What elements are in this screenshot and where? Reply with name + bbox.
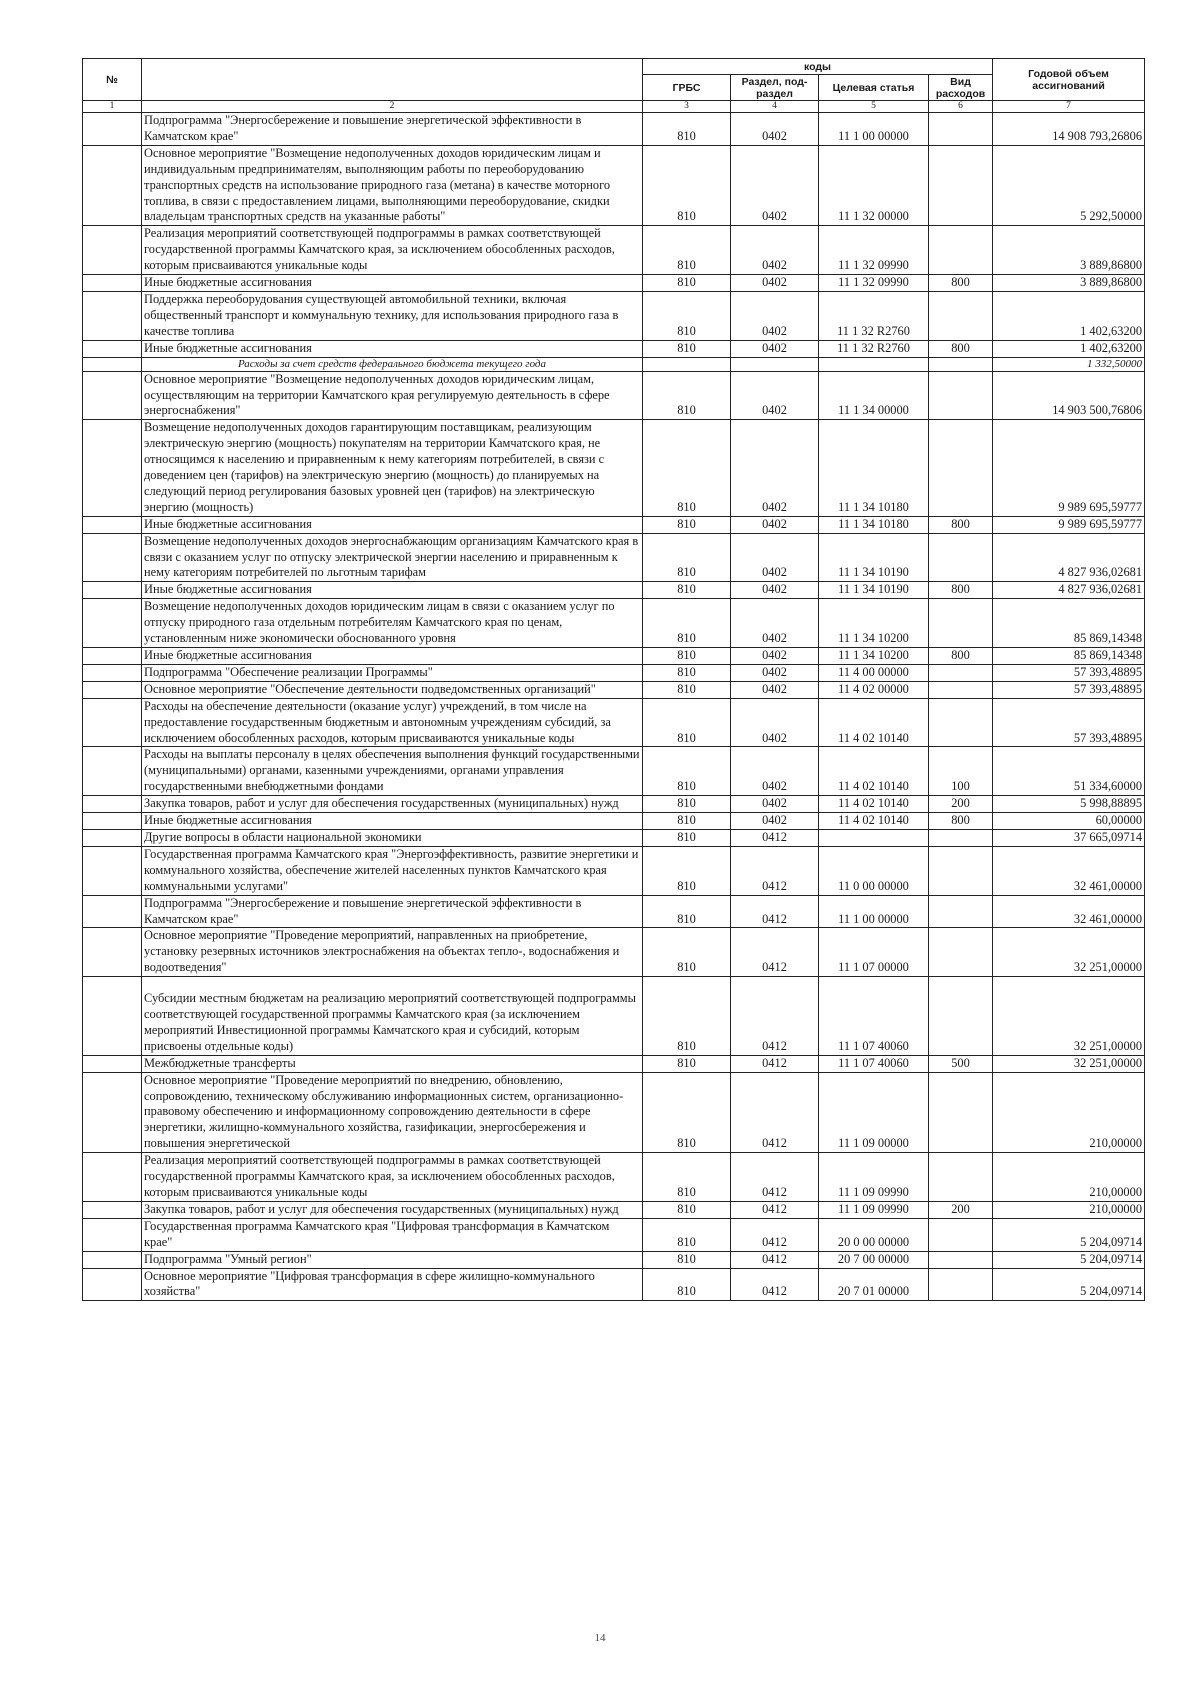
budget-allocation-table [82, 58, 1145, 1301]
row-name-cell: Основное мероприятие "Возмещение недополученных доходов юридическим лицам, осуществляющим на территории Камчатского края регулируемую деятельность в сфере энергоснабжения" [142, 371, 643, 420]
row-name-cell: Государственная программа Камчатского края "Цифровая трансформация в Камчатском крае" [142, 1218, 643, 1251]
row-amount-cell: 51 334,60000 [993, 747, 1145, 796]
row-target-article-cell [819, 829, 929, 846]
column-number-7: 7 [993, 101, 1145, 113]
row-number-cell [83, 1072, 142, 1153]
row-expense-type-cell [929, 829, 993, 846]
table-row [83, 1055, 1145, 1072]
row-name-cell: Иные бюджетные ассигнования [142, 340, 643, 357]
row-name-cell: Реализация мероприятий соответствующей подпрограммы в рамках соответствующей государственной программы Камчатского края, за исключением обособленных расходов, которым присваиваются уникальные коды [142, 226, 643, 275]
row-number-cell [83, 357, 142, 371]
row-grbs-cell: 810 [643, 226, 731, 275]
row-number-cell [83, 1201, 142, 1218]
row-amount-cell: 5 292,50000 [993, 145, 1145, 226]
row-target-article-cell: 11 4 02 10140 [819, 813, 929, 830]
row-number-cell [83, 747, 142, 796]
table-row [83, 533, 1145, 582]
row-expense-type-cell [929, 664, 993, 681]
row-expense-type-cell: 800 [929, 340, 993, 357]
row-amount-cell: 1 402,63200 [993, 340, 1145, 357]
table-row [83, 275, 1145, 292]
row-target-article-cell: 11 4 00 00000 [819, 664, 929, 681]
row-grbs-cell: 810 [643, 1268, 731, 1301]
table-row [83, 113, 1145, 146]
row-name-cell: Иные бюджетные ассигнования [142, 516, 643, 533]
row-razdel-cell: 0412 [731, 928, 819, 977]
table-row [83, 420, 1145, 516]
row-grbs-cell: 810 [643, 1251, 731, 1268]
row-amount-cell: 210,00000 [993, 1201, 1145, 1218]
row-number-cell [83, 1218, 142, 1251]
row-amount-cell: 4 827 936,02681 [993, 533, 1145, 582]
row-number-cell [83, 829, 142, 846]
row-number-cell [83, 275, 142, 292]
row-target-article-cell: 11 1 34 10190 [819, 582, 929, 599]
table-row [83, 1218, 1145, 1251]
row-amount-cell: 9 989 695,59777 [993, 516, 1145, 533]
row-razdel-cell: 0412 [731, 1218, 819, 1251]
row-number-cell [83, 928, 142, 977]
row-number-cell [83, 846, 142, 895]
row-amount-cell: 85 869,14348 [993, 599, 1145, 648]
table-row [83, 357, 1145, 371]
column-number-4: 4 [731, 101, 819, 113]
row-target-article-cell: 11 4 02 10140 [819, 747, 929, 796]
row-expense-type-cell: 100 [929, 747, 993, 796]
row-expense-type-cell [929, 977, 993, 1056]
row-target-article-cell: 11 4 02 10140 [819, 698, 929, 747]
row-grbs-cell: 810 [643, 648, 731, 665]
row-expense-type-cell [929, 599, 993, 648]
row-target-article-cell: 11 1 34 10200 [819, 648, 929, 665]
row-grbs-cell: 810 [643, 829, 731, 846]
table-row [83, 977, 1145, 1056]
row-grbs-cell: 810 [643, 895, 731, 928]
row-razdel-cell: 0402 [731, 582, 819, 599]
row-amount-cell: 14 903 500,76806 [993, 371, 1145, 420]
row-target-article-cell: 20 7 01 00000 [819, 1268, 929, 1301]
row-target-article-cell: 11 1 34 10190 [819, 533, 929, 582]
row-razdel-cell: 0412 [731, 1268, 819, 1301]
row-amount-cell: 5 204,09714 [993, 1218, 1145, 1251]
header-amount: Годовой объем ассигнований [993, 59, 1145, 101]
row-expense-type-cell [929, 1268, 993, 1301]
table-row [83, 1251, 1145, 1268]
row-razdel-cell: 0412 [731, 1201, 819, 1218]
row-name-cell: Подпрограмма "Энергосбережение и повышение энергетической эффективности в Камчатском крае" [142, 113, 643, 146]
row-target-article-cell [819, 357, 929, 371]
row-grbs-cell: 810 [643, 813, 731, 830]
table-row [83, 664, 1145, 681]
row-name-cell: Основное мероприятие "Проведение мероприятий, направленных на приобретение, установку резервных источников электроснабжения на объектах тепло-, водоснабжения и водоотведения" [142, 928, 643, 977]
row-number-cell [83, 796, 142, 813]
row-name-cell: Закупка товаров, работ и услуг для обеспечения государственных (муниципальных) нужд [142, 1201, 643, 1218]
row-number-cell [83, 895, 142, 928]
row-expense-type-cell [929, 1251, 993, 1268]
table-row [83, 226, 1145, 275]
row-amount-cell: 5 204,09714 [993, 1251, 1145, 1268]
table-row [83, 291, 1145, 340]
row-name-cell: Подпрограмма "Энергосбережение и повышение энергетической эффективности в Камчатском крае" [142, 895, 643, 928]
row-grbs-cell: 810 [643, 1218, 731, 1251]
row-razdel-cell: 0402 [731, 371, 819, 420]
row-name-cell: Расходы на выплаты персоналу в целях обеспечения выполнения функций государственными (муниципальными) органами, казенными учреждениями, органами управления государственными внебюджетными фондами [142, 747, 643, 796]
column-number-1: 1 [83, 101, 142, 113]
row-expense-type-cell [929, 420, 993, 516]
row-amount-cell: 5 998,88895 [993, 796, 1145, 813]
row-name-cell: Межбюджетные трансферты [142, 1055, 643, 1072]
row-razdel-cell: 0402 [731, 681, 819, 698]
header-target-article: Целевая статья [819, 75, 929, 101]
row-razdel-cell: 0402 [731, 648, 819, 665]
row-expense-type-cell [929, 895, 993, 928]
row-name-cell: Возмещение недополученных доходов энергоснабжающим организациям Камчатского края в связи с оказанием услуг по отпуску электрической энергии населению и приравненным к нему категориям потребителей по льготным тарифам [142, 533, 643, 582]
row-grbs-cell: 810 [643, 1201, 731, 1218]
row-amount-cell: 57 393,48895 [993, 664, 1145, 681]
row-target-article-cell: 11 0 00 00000 [819, 846, 929, 895]
row-name-cell: Поддержка переоборудования существующей автомобильной техники, включая общественный транспорт и коммунальную технику, для использования природного газа в качестве топлива [142, 291, 643, 340]
row-amount-cell: 37 665,09714 [993, 829, 1145, 846]
row-grbs-cell: 810 [643, 846, 731, 895]
row-name-cell: Подпрограмма "Обеспечение реализации Программы" [142, 664, 643, 681]
header-number: № [83, 59, 142, 101]
table-row [83, 895, 1145, 928]
row-expense-type-cell: 800 [929, 516, 993, 533]
row-number-cell [83, 582, 142, 599]
table-row [83, 1201, 1145, 1218]
table-row [83, 829, 1145, 846]
row-number-cell [83, 1153, 142, 1202]
row-name-cell: Расходы на обеспечение деятельности (оказание услуг) учреждений, в том числе на предоставление государственным бюджетным и автономным учреждениям субсидий, за исключением обособленных расходов, которым присваиваются уникальные коды [142, 698, 643, 747]
row-grbs-cell: 810 [643, 1072, 731, 1153]
row-target-article-cell: 11 1 00 00000 [819, 895, 929, 928]
row-expense-type-cell [929, 1218, 993, 1251]
column-number-2: 2 [142, 101, 643, 113]
row-amount-cell: 32 461,00000 [993, 895, 1145, 928]
row-grbs-cell: 810 [643, 291, 731, 340]
row-grbs-cell: 810 [643, 747, 731, 796]
table-row [83, 145, 1145, 226]
table-row [83, 846, 1145, 895]
row-expense-type-cell: 200 [929, 796, 993, 813]
row-expense-type-cell [929, 1153, 993, 1202]
table-row [83, 1072, 1145, 1153]
header-razdel: Раздел, под-раздел [731, 75, 819, 101]
row-amount-cell: 60,00000 [993, 813, 1145, 830]
row-grbs-cell: 810 [643, 599, 731, 648]
row-number-cell [83, 420, 142, 516]
row-target-article-cell: 11 1 32 00000 [819, 145, 929, 226]
row-grbs-cell: 810 [643, 145, 731, 226]
column-number-6: 6 [929, 101, 993, 113]
row-razdel-cell: 0402 [731, 533, 819, 582]
row-name-cell: Государственная программа Камчатского края "Энергоэффективность, развитие энергетики и коммунального хозяйства, обеспечение жителей населенных пунктов Камчатского края коммунальными услугами" [142, 846, 643, 895]
row-amount-cell: 32 251,00000 [993, 977, 1145, 1056]
row-amount-cell: 85 869,14348 [993, 648, 1145, 665]
row-number-cell [83, 1251, 142, 1268]
row-target-article-cell: 11 1 00 00000 [819, 113, 929, 146]
row-amount-cell: 210,00000 [993, 1072, 1145, 1153]
row-expense-type-cell [929, 533, 993, 582]
row-target-article-cell: 11 1 07 40060 [819, 977, 929, 1056]
header-name-blank [142, 59, 643, 101]
row-expense-type-cell [929, 145, 993, 226]
row-razdel-cell: 0402 [731, 599, 819, 648]
row-target-article-cell: 11 4 02 10140 [819, 796, 929, 813]
row-target-article-cell: 11 1 32 R2760 [819, 291, 929, 340]
row-amount-cell: 57 393,48895 [993, 681, 1145, 698]
row-grbs-cell: 810 [643, 420, 731, 516]
row-number-cell [83, 1268, 142, 1301]
row-number-cell [83, 226, 142, 275]
row-target-article-cell: 11 1 09 00000 [819, 1072, 929, 1153]
row-number-cell [83, 340, 142, 357]
row-amount-cell: 3 889,86800 [993, 226, 1145, 275]
table-row [83, 1153, 1145, 1202]
row-name-cell: Основное мероприятие "Возмещение недополученных доходов юридическим лицам и индивидуальным предпринимателям, выполняющим работы по переоборудованию транспортных средств на использование природного газа (метана) в качестве моторного топлива, в связи с предоставлением лицами, выполняющими переоборудование, скидки владельцам транспортных средств на указанные работы" [142, 145, 643, 226]
row-razdel-cell: 0412 [731, 977, 819, 1056]
row-name-cell: Субсидии местным бюджетам на реализацию мероприятий соответствующей подпрограммы соответствующей государственной программы Камчатского края (за исключением мероприятий Инвестиционной программы Камчатского края и субсидий, которым присвоены отдельные коды) [142, 977, 643, 1056]
row-target-article-cell: 11 1 07 00000 [819, 928, 929, 977]
row-name-cell: Закупка товаров, работ и услуг для обеспечения государственных (муниципальных) нужд [142, 796, 643, 813]
row-razdel-cell: 0402 [731, 340, 819, 357]
row-razdel-cell: 0402 [731, 113, 819, 146]
row-number-cell [83, 664, 142, 681]
row-razdel-cell: 0402 [731, 291, 819, 340]
column-number-5: 5 [819, 101, 929, 113]
row-grbs-cell: 810 [643, 698, 731, 747]
row-expense-type-cell: 800 [929, 275, 993, 292]
table-row [83, 796, 1145, 813]
row-razdel-cell: 0402 [731, 275, 819, 292]
row-razdel-cell: 0402 [731, 226, 819, 275]
row-expense-type-cell [929, 1072, 993, 1153]
row-grbs-cell: 810 [643, 1153, 731, 1202]
row-target-article-cell: 11 1 09 09990 [819, 1201, 929, 1218]
row-expense-type-cell [929, 357, 993, 371]
row-target-article-cell: 11 1 32 09990 [819, 275, 929, 292]
row-razdel-cell: 0412 [731, 1153, 819, 1202]
row-razdel-cell: 0402 [731, 516, 819, 533]
row-name-cell: Реализация мероприятий соответствующей подпрограммы в рамках соответствующей государственной программы Камчатского края, за исключением обособленных расходов, которым присваиваются уникальные коды [142, 1153, 643, 1202]
row-number-cell [83, 145, 142, 226]
row-number-cell [83, 291, 142, 340]
row-expense-type-cell: 800 [929, 813, 993, 830]
row-razdel-cell: 0412 [731, 1055, 819, 1072]
row-grbs-cell: 810 [643, 516, 731, 533]
row-target-article-cell: 11 1 09 09990 [819, 1153, 929, 1202]
row-razdel-cell: 0402 [731, 747, 819, 796]
row-grbs-cell: 810 [643, 533, 731, 582]
header-expense-type: Вид расходов [929, 75, 993, 101]
row-grbs-cell: 810 [643, 340, 731, 357]
row-grbs-cell: 810 [643, 796, 731, 813]
row-name-cell: Иные бюджетные ассигнования [142, 275, 643, 292]
row-grbs-cell: 810 [643, 582, 731, 599]
row-name-cell: Основное мероприятие "Обеспечение деятельности подведомственных организаций" [142, 681, 643, 698]
row-number-cell [83, 371, 142, 420]
row-grbs-cell: 810 [643, 113, 731, 146]
row-name-cell: Возмещение недополученных доходов юридическим лицам в связи с оказанием услуг по отпуску природного газа отдельным потребителям Камчатского края по ценам, установленным ниже экономически обоснованного уровня [142, 599, 643, 648]
row-expense-type-cell [929, 698, 993, 747]
page-number: 14 [594, 1632, 606, 1644]
row-name-cell: Другие вопросы в области национальной экономики [142, 829, 643, 846]
row-grbs-cell: 810 [643, 928, 731, 977]
row-amount-cell: 32 251,00000 [993, 928, 1145, 977]
row-name-cell: Иные бюджетные ассигнования [142, 648, 643, 665]
row-razdel-cell: 0402 [731, 420, 819, 516]
column-number-3: 3 [643, 101, 731, 113]
row-expense-type-cell: 200 [929, 1201, 993, 1218]
row-target-article-cell: 20 0 00 00000 [819, 1218, 929, 1251]
row-target-article-cell: 11 1 34 10180 [819, 516, 929, 533]
table-row [83, 698, 1145, 747]
row-name-cell: Расходы за счет средств федерального бюджета текущего года [142, 357, 643, 371]
row-razdel-cell: 0412 [731, 829, 819, 846]
row-expense-type-cell [929, 113, 993, 146]
row-grbs-cell: 810 [643, 371, 731, 420]
row-target-article-cell: 11 4 02 00000 [819, 681, 929, 698]
row-razdel-cell: 0412 [731, 895, 819, 928]
row-amount-cell: 32 461,00000 [993, 846, 1145, 895]
row-expense-type-cell: 800 [929, 582, 993, 599]
row-amount-cell: 32 251,00000 [993, 1055, 1145, 1072]
row-expense-type-cell [929, 681, 993, 698]
row-expense-type-cell: 800 [929, 648, 993, 665]
header-codes: коды [643, 59, 993, 75]
row-expense-type-cell [929, 371, 993, 420]
row-target-article-cell: 11 1 34 00000 [819, 371, 929, 420]
row-razdel-cell: 0402 [731, 145, 819, 226]
row-razdel-cell [731, 357, 819, 371]
row-amount-cell: 210,00000 [993, 1153, 1145, 1202]
row-razdel-cell: 0402 [731, 796, 819, 813]
table-row [83, 813, 1145, 830]
row-number-cell [83, 599, 142, 648]
row-expense-type-cell: 500 [929, 1055, 993, 1072]
row-grbs-cell: 810 [643, 681, 731, 698]
row-name-cell: Иные бюджетные ассигнования [142, 813, 643, 830]
row-amount-cell: 9 989 695,59777 [993, 420, 1145, 516]
row-expense-type-cell [929, 291, 993, 340]
table-row [83, 747, 1145, 796]
row-number-cell [83, 813, 142, 830]
row-target-article-cell: 20 7 00 00000 [819, 1251, 929, 1268]
row-razdel-cell: 0402 [731, 813, 819, 830]
row-amount-cell: 57 393,48895 [993, 698, 1145, 747]
row-amount-cell: 5 204,09714 [993, 1268, 1145, 1301]
row-razdel-cell: 0412 [731, 846, 819, 895]
row-number-cell [83, 648, 142, 665]
row-razdel-cell: 0402 [731, 664, 819, 681]
row-amount-cell: 1 332,50000 [993, 357, 1145, 371]
table-row [83, 928, 1145, 977]
row-name-cell: Основное мероприятие "Проведение мероприятий по внедрению, обновлению, сопровождению, техническому обслуживанию информационных систем, организационно-правовому обеспечению и информационному сопровождению деятельности в сфере энергетики, жилищно-коммунального хозяйства, газификации, энергосбережения и повышения энергетической [142, 1072, 643, 1153]
row-amount-cell: 4 827 936,02681 [993, 582, 1145, 599]
table-row [83, 516, 1145, 533]
row-target-article-cell: 11 1 32 R2760 [819, 340, 929, 357]
row-number-cell [83, 1055, 142, 1072]
row-razdel-cell: 0402 [731, 698, 819, 747]
row-grbs-cell: 810 [643, 275, 731, 292]
row-number-cell [83, 516, 142, 533]
row-razdel-cell: 0412 [731, 1072, 819, 1153]
row-target-article-cell: 11 1 34 10180 [819, 420, 929, 516]
table-body [83, 113, 1145, 1301]
row-number-cell [83, 977, 142, 1056]
row-expense-type-cell [929, 226, 993, 275]
row-expense-type-cell [929, 928, 993, 977]
table-row [83, 340, 1145, 357]
row-amount-cell: 1 402,63200 [993, 291, 1145, 340]
row-expense-type-cell [929, 846, 993, 895]
row-grbs-cell [643, 357, 731, 371]
table-row [83, 599, 1145, 648]
row-razdel-cell: 0412 [731, 1251, 819, 1268]
row-name-cell: Иные бюджетные ассигнования [142, 582, 643, 599]
row-number-cell [83, 698, 142, 747]
table-row [83, 371, 1145, 420]
table-row [83, 1268, 1145, 1301]
row-target-article-cell: 11 1 32 09990 [819, 226, 929, 275]
row-number-cell [83, 681, 142, 698]
row-name-cell: Возмещение недополученных доходов гарантирующим поставщикам, реализующим электрическую энергию (мощность) покупателям на территории Камчатского края, не относящимся к населению и приравненным к нему категориям потребителей, в связи с доведением цен (тарифов) на электрическую энергию (мощность) до планируемых на следующий период регулирования базовых уровней цен (тарифов) на электрическую энергию (мощность) [142, 420, 643, 516]
row-target-article-cell: 11 1 34 10200 [819, 599, 929, 648]
table-row [83, 648, 1145, 665]
row-grbs-cell: 810 [643, 1055, 731, 1072]
table-row [83, 582, 1145, 599]
row-name-cell: Подпрограмма "Умный регион" [142, 1251, 643, 1268]
header-grbs: ГРБС [643, 75, 731, 101]
row-target-article-cell: 11 1 07 40060 [819, 1055, 929, 1072]
row-grbs-cell: 810 [643, 977, 731, 1056]
row-number-cell [83, 113, 142, 146]
row-amount-cell: 3 889,86800 [993, 275, 1145, 292]
row-amount-cell: 14 908 793,26806 [993, 113, 1145, 146]
table-row [83, 681, 1145, 698]
row-grbs-cell: 810 [643, 664, 731, 681]
row-name-cell: Основное мероприятие "Цифровая трансформация в сфере жилищно-коммунального хозяйства" [142, 1268, 643, 1301]
row-number-cell [83, 533, 142, 582]
